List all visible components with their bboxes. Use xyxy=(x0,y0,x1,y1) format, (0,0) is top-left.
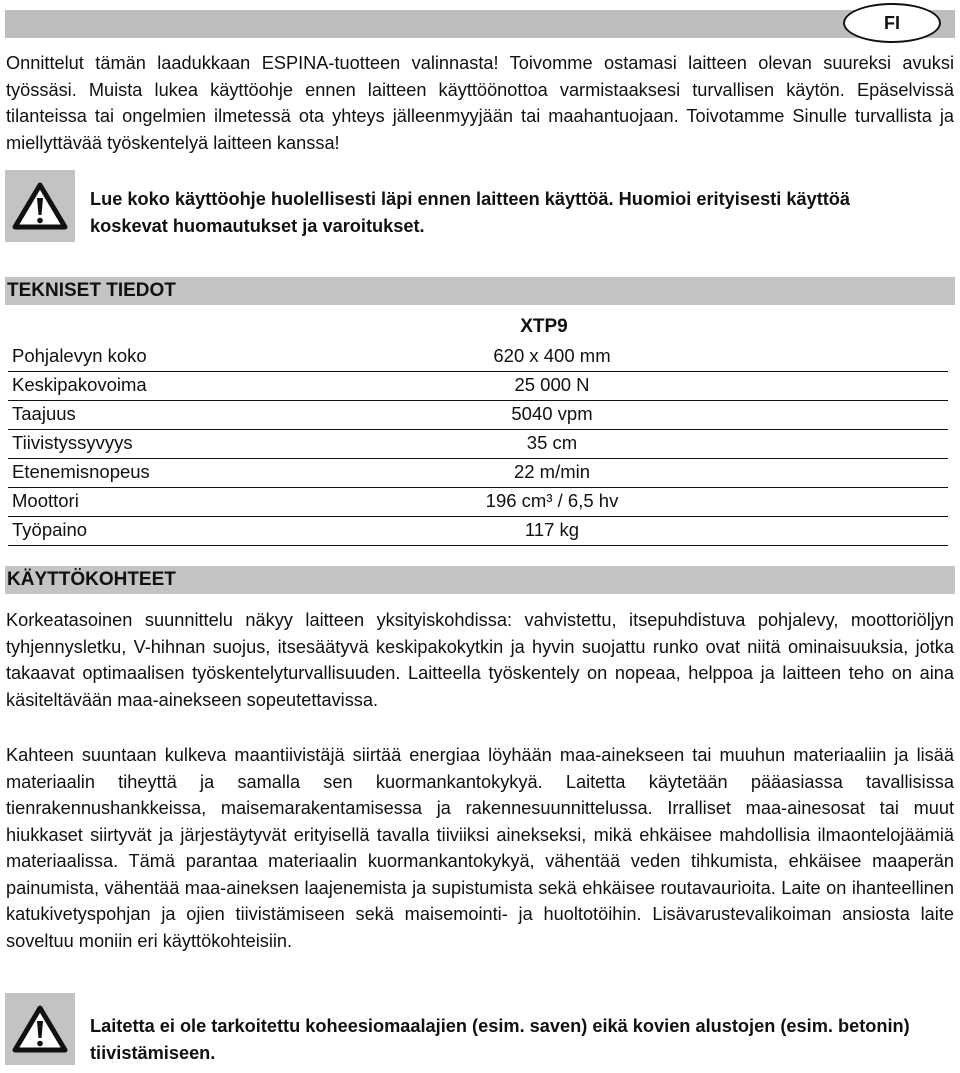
spec-label: Keskipakovoima xyxy=(12,374,147,395)
warning-box-2 xyxy=(5,993,75,1065)
specs-section-bar xyxy=(5,277,955,305)
spec-value: 22 m/min xyxy=(513,461,591,482)
spec-label: Pohjalevyn koko xyxy=(12,345,147,366)
spec-value: 25 000 N xyxy=(514,374,590,395)
spec-row xyxy=(8,343,948,372)
spec-value: 117 kg xyxy=(524,519,580,540)
specs-title: TEKNISET TIEDOT xyxy=(7,280,176,301)
spec-value: 5040 vpm xyxy=(511,403,593,424)
spec-value: 196 cm³ / 6,5 hv xyxy=(485,490,619,511)
spec-value: 620 x 400 mm xyxy=(493,345,611,366)
spec-label: Tiivistyssyvyys xyxy=(12,432,133,453)
spec-row xyxy=(8,517,948,546)
warning-box-1 xyxy=(5,170,75,242)
usage-paragraph-2: Kahteen suuntaan kulkeva maantiivistäjä siirtää energiaa löyhään maa-ainekseen tai muuhun materiaaliin ja lisää materiaalin tiheyttä ja samalla sen kuormankantokykyä. Laitetta käytetään pääasiassa tavallisissa tienrakennushankkeissa, maisemarakentamisessa ja rakennesuunnittelussa. Irralliset maa-ainesosat tai muut hiukkaset siirtyvät ja järjestäytyvät erityisellä tavalla tiiviiksi ainekseksi, mikä ehkäisee mahdollisia ilmaontelojäämiä materiaalissa. Tämä parantaa materiaalin kuormankantokykyä, vähentää veden tihkumista, ehkäisee maaperän painumista, vähentää maa-aineksen laajenemista ja supistumista sekä ehkäisee routavaurioita. Laite on ihanteellinen katukivetyspohjan ja ojien tiivistämiseen sekä maisemointi- ja huoltotöihin. Lisävarustevalikoiman ansiosta laite soveltuu moniin eri käyttökohteisiin. xyxy=(6,745,954,951)
spec-row xyxy=(8,430,948,459)
intro-paragraph: Onnittelut tämän laadukkaan ESPINA-tuotteen valinnasta! Toivomme ostamasi laitteen olevan suureksi avuksi työssäsi. Muista lukea käyttöohje ennen laitteen käyttöönottoa varmistaaksesi turvallisen käytön. Epäselvissä tilanteissa tai ongelmien ilmetessä ota yhteys jälleenmyyjään tai maahantuojaan. Toivotamme Sinulle turvallista ja miellyttävää työskentelyä laitteen kanssa! xyxy=(6,53,954,153)
spec-label: Taajuus xyxy=(12,403,76,424)
language-badge: FI xyxy=(843,3,941,43)
spec-row xyxy=(8,372,948,401)
model-heading: XTP9 xyxy=(520,316,568,337)
header-bar xyxy=(5,10,955,38)
usage-title: KÄYTTÖKOHTEET xyxy=(7,569,176,590)
spec-value: 35 cm xyxy=(526,432,578,453)
spec-row xyxy=(8,401,948,430)
usage-section-bar xyxy=(5,566,955,594)
spec-label: Työpaino xyxy=(12,519,88,540)
usage-paragraph-1: Korkeatasoinen suunnittelu näkyy laitteen yksityiskohdissa: vahvistettu, itsepuhdistuva pohjalevy, moottoriöljyn tyhjennysletku, V-hihnan suojus, itsesäätyvä keskipakokytkin ja hyvin suojattu runko ovat niitä ominaisuuksia, jotka takaavat optimaalisen työskentelyturvallisuuden. Laitteella työskentely on nopeaa, helppoa ja laitteen teho on aina käsiteltävään maa-ainekseen sopeutettavissa. xyxy=(6,610,954,710)
spec-label: Etenemisnopeus xyxy=(12,461,150,482)
warning-text-2: Laitetta ei ole tarkoitettu koheesiomaalajien (esim. saven) eikä kovien alustojen (esim. betonin) tiivistämiseen. xyxy=(90,1016,910,1063)
warning-text-1: Lue koko käyttöohje huolellisesti läpi ennen laitteen käyttöä. Huomioi erityisesti käyttöä koskevat huomautukset ja varoitukset. xyxy=(90,189,851,236)
specs-table xyxy=(8,343,948,546)
warning-triangle-icon xyxy=(12,181,68,231)
spec-label: Moottori xyxy=(12,490,79,511)
spec-row xyxy=(8,488,948,517)
spec-row xyxy=(8,459,948,488)
warning-triangle-icon xyxy=(12,1004,68,1054)
